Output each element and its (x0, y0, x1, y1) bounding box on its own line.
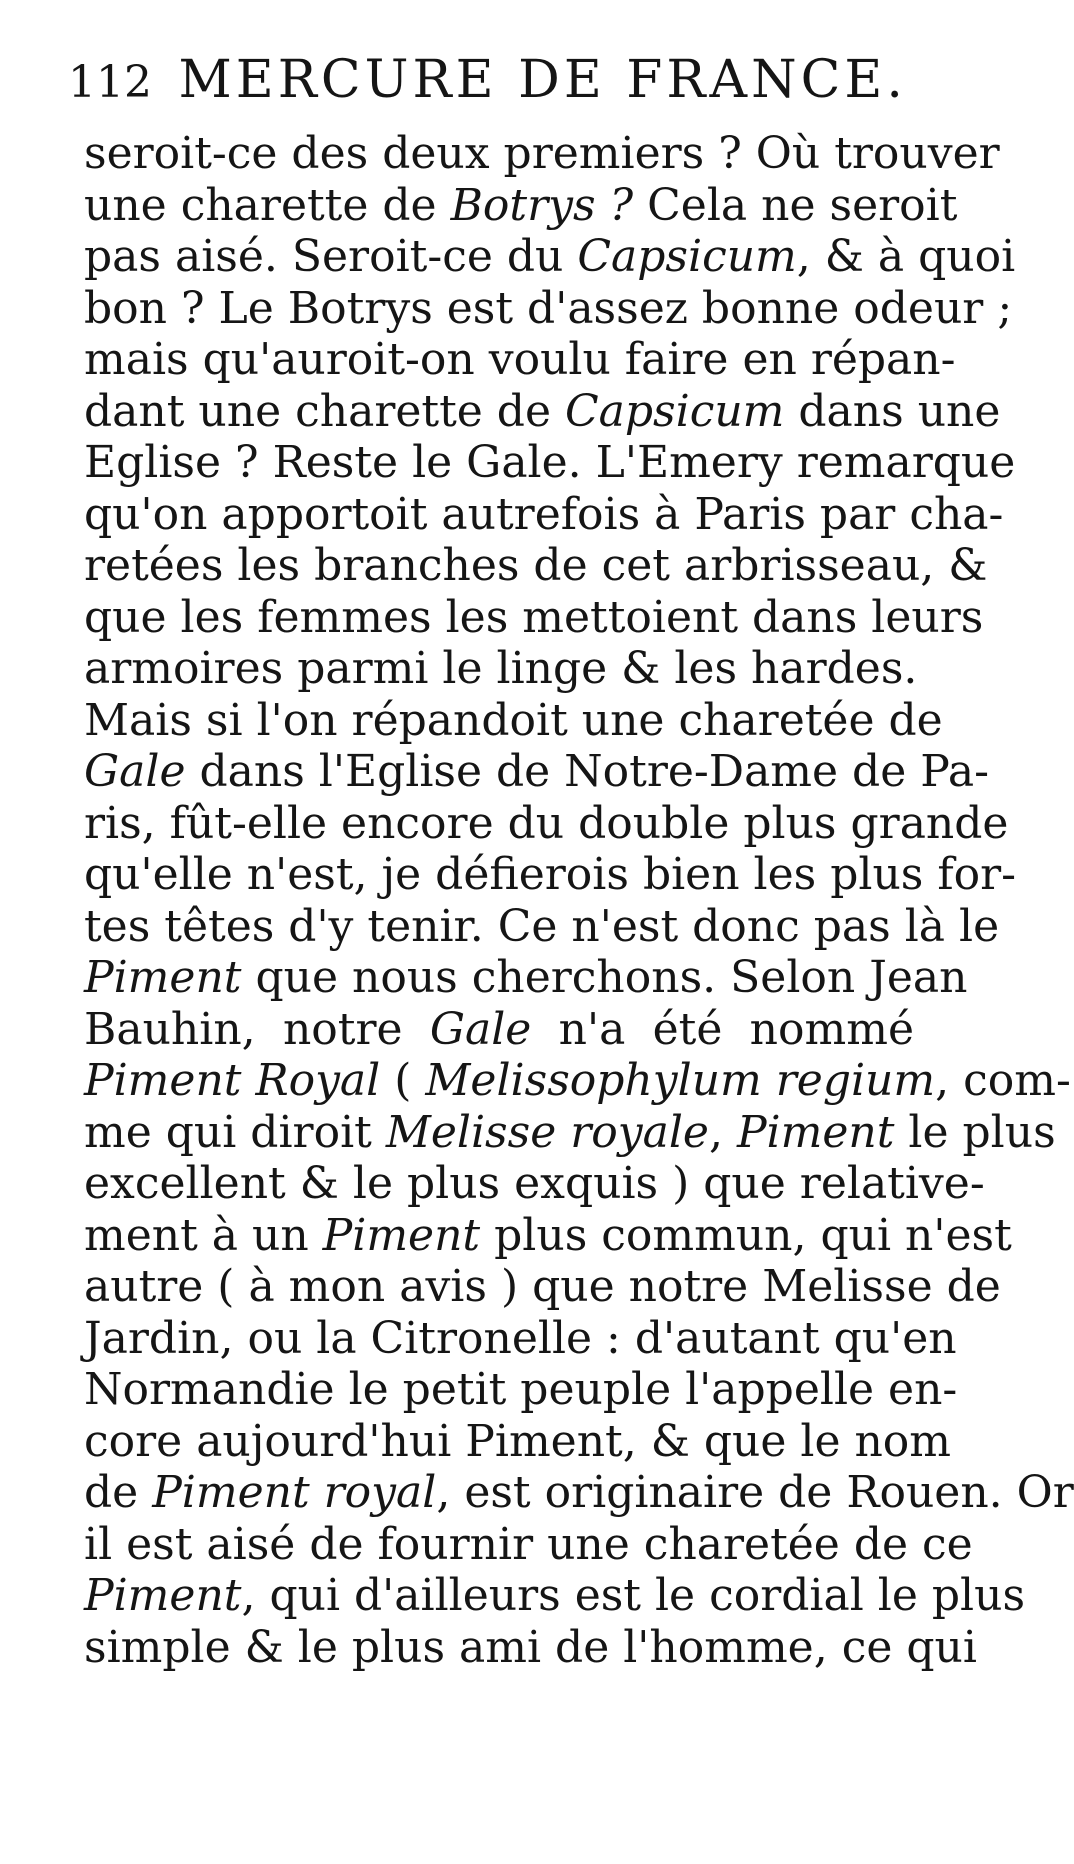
italic-text: Melisse royale (385, 1106, 709, 1158)
text-line (84, 1004, 914, 1056)
text-line (84, 694, 943, 747)
text-line (84, 1415, 952, 1468)
running-title: MERCURE DE FRANCE. (178, 50, 907, 110)
text-line (84, 179, 958, 232)
italic-text: Capsicum (564, 385, 785, 437)
italic-text: Gale (429, 1003, 532, 1055)
text-line (84, 900, 1000, 953)
text-line (84, 643, 918, 695)
text-segment: , & à quoi (796, 231, 1016, 282)
text-line (84, 488, 1004, 541)
text-line (84, 282, 1013, 335)
text-segment: , qui d'ailleurs est le cordial le plus (241, 1570, 1026, 1621)
italic-text: Piment Royal (84, 1055, 381, 1106)
text-segment: me qui diroit (84, 1106, 386, 1158)
italic-text: Gale (84, 746, 186, 797)
text-segment: Jardin, ou la Citronelle : d'autant qu'en (84, 1312, 957, 1364)
text-segment: simple & le plus ami de l'homme, ce qui (84, 1621, 977, 1673)
text-segment: core aujourd'hui Piment, & que le nom (84, 1415, 952, 1467)
text-line (84, 1261, 1001, 1313)
text-line (84, 1055, 1071, 1107)
text-segment: , (708, 1106, 737, 1158)
text-line (84, 1570, 1026, 1622)
text-segment: il est aisé de fournir une charetée de ce (84, 1518, 973, 1570)
text-segment: que les femmes les mettoient dans leurs (84, 591, 984, 643)
text-line (84, 1312, 957, 1365)
text-segment: bon ? Le Botrys est d'assez bonne odeur ; (84, 282, 1013, 334)
text-line (84, 1621, 977, 1674)
text-segment: qu'elle n'est, je défierois bien les plus for- (84, 849, 1017, 900)
text-line (84, 437, 1016, 489)
text-segment: qu'on apportoit autrefois à Paris par cha- (84, 488, 1004, 540)
text-line (84, 952, 968, 1004)
text-segment: Mais si l'on répandoit une charetée de (84, 694, 943, 746)
page-number: 112 (68, 57, 152, 108)
text-segment: ris, fût-elle encore du double plus grande (84, 797, 1009, 849)
text-segment: Bauhin, notre (84, 1003, 430, 1055)
text-segment: seroit-ce des deux premiers ? Où trouver (84, 128, 1000, 179)
text-line (84, 540, 988, 592)
body-text (84, 128, 1074, 1673)
text-segment: dant une charette de (84, 385, 565, 437)
text-segment: autre ( à mon avis ) que notre Melisse de (84, 1261, 1001, 1312)
text-line (84, 1518, 973, 1571)
text-segment: une charette de (84, 179, 451, 231)
text-segment: ( (380, 1055, 426, 1106)
text-segment: mais qu'auroit-on voulu faire en répan- (84, 334, 956, 385)
text-line (84, 1364, 958, 1416)
text-line (84, 334, 956, 386)
text-segment: n'a été nommé (531, 1003, 914, 1055)
text-segment: excellent & le plus exquis ) que relative- (84, 1158, 985, 1209)
italic-text: Piment (736, 1106, 895, 1158)
text-segment: armoires parmi le linge & les hardes. (84, 643, 918, 694)
text-segment: tes têtes d'y tenir. Ce n'est donc pas là le (84, 900, 1000, 952)
text-line (84, 1209, 1012, 1262)
text-segment: pas aisé. Seroit-ce du (84, 231, 578, 282)
text-line (84, 1158, 985, 1210)
text-line (84, 1106, 1056, 1159)
italic-text: Capsicum (577, 231, 797, 282)
text-segment: ment à un (84, 1209, 323, 1261)
text-segment: , com- (935, 1055, 1071, 1106)
italic-text: Melissophylum regium (425, 1055, 936, 1106)
text-line (84, 385, 1001, 438)
italic-text: Piment (84, 1570, 242, 1621)
italic-text: Piment (322, 1209, 481, 1261)
italic-text: Botrys ? (450, 179, 634, 231)
text-line (84, 797, 1009, 850)
running-header (68, 50, 928, 110)
text-segment: plus commun, qui n'est (480, 1209, 1012, 1261)
text-line (84, 231, 1016, 283)
text-line (84, 1467, 1074, 1519)
italic-text: Piment royal (152, 1467, 437, 1518)
text-segment: Normandie le petit peuple l'appelle en- (84, 1364, 958, 1415)
text-segment: que nous cherchons. Selon Jean (241, 952, 968, 1003)
text-segment: Eglise ? Reste le Gale. L'Emery remarque (84, 437, 1016, 488)
text-segment: de (84, 1467, 153, 1518)
italic-text: Piment (84, 952, 242, 1003)
text-line (84, 128, 1000, 180)
text-segment: dans l'Eglise de Notre-Dame de Pa- (185, 746, 989, 797)
text-segment: dans une (784, 385, 1001, 437)
text-segment: retées les branches de cet arbrisseau, & (84, 540, 988, 591)
text-segment: Cela ne seroit (633, 179, 958, 231)
text-line (84, 849, 1017, 901)
text-segment: , est originaire de Rouen. Or (436, 1467, 1074, 1518)
text-line (84, 591, 984, 644)
text-segment: le plus (894, 1106, 1056, 1158)
text-line (84, 746, 989, 798)
